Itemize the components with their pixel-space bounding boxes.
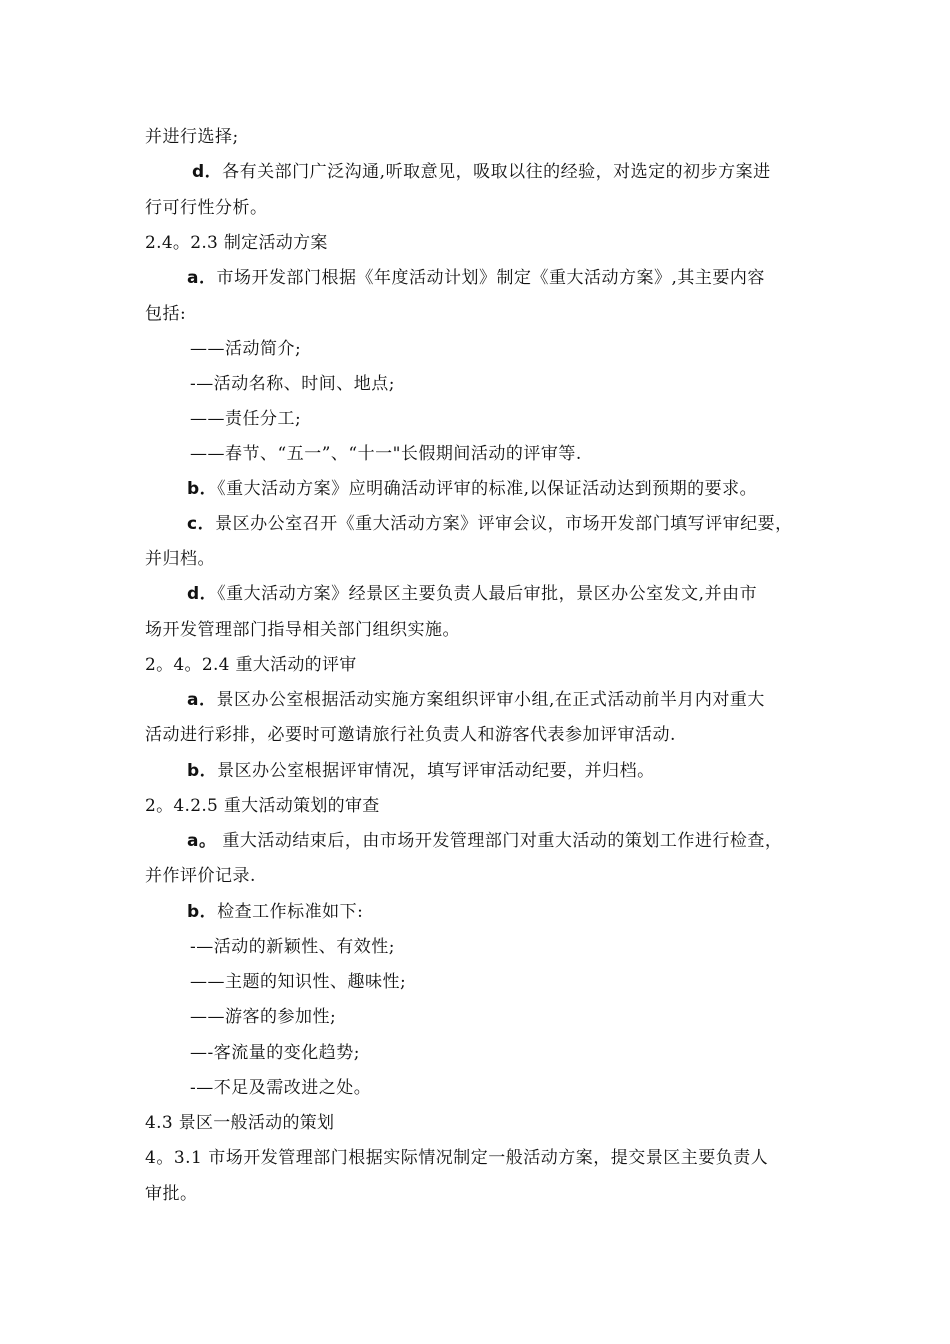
list-label: a．	[187, 268, 217, 288]
line-text: 行可行性分析。	[145, 198, 268, 218]
section-heading-4-3-1	[145, 1146, 768, 1170]
list-label: b．	[187, 902, 218, 922]
line-text: 《重大活动方案》经景区主要负责人最后审批，景区办公室发文,并由市	[217, 584, 758, 604]
list-label: c．	[187, 514, 216, 534]
list-label: a。	[187, 831, 217, 851]
list-label: a．	[187, 690, 217, 710]
heading-text: 2.4。2.3 制定活动方案	[145, 233, 328, 253]
line-text: —-客流量的变化趋势;	[190, 1043, 360, 1063]
paragraph-line	[145, 547, 215, 571]
list-label: b．	[187, 479, 218, 499]
line-text: 市场开发部门根据《年度活动计划》制定《重大活动方案》,其主要内容	[216, 268, 765, 288]
dash-item	[190, 372, 395, 396]
heading-text: 2。4。2.4 重大活动的评审	[145, 655, 357, 675]
paragraph-line	[145, 125, 239, 149]
list-item-b	[187, 900, 363, 924]
dash-item	[190, 970, 406, 994]
dash-item	[190, 1041, 360, 1065]
heading-text: 2。4.2.5 重大活动策划的审查	[145, 796, 380, 816]
line-text: 各有关部门广泛沟通,听取意见，吸取以往的经验，对选定的初步方案进	[222, 162, 771, 182]
line-text: 景区办公室根据活动实施方案组织评审小组,在正式活动前半月内对重大	[216, 690, 765, 710]
line-text: 场开发管理部门指导相关部门组织实施。	[145, 620, 460, 640]
dash-item	[190, 1076, 371, 1100]
paragraph-line	[145, 723, 676, 747]
list-label: b．	[187, 761, 218, 781]
list-label: d．	[187, 584, 218, 604]
dash-item	[190, 1005, 336, 1029]
list-item-d	[187, 582, 757, 606]
dash-item	[190, 442, 582, 466]
line-text: 景区办公室召开《重大活动方案》评审会议，市场开发部门填写评审纪要，	[215, 514, 793, 534]
list-item-a	[187, 266, 765, 290]
list-item-b	[187, 477, 757, 501]
dash-item	[190, 935, 395, 959]
line-text: ——责任分工;	[190, 409, 302, 429]
heading-text: 4.3 景区一般活动的策划	[145, 1113, 335, 1133]
dash-item	[190, 407, 301, 431]
line-text: 4。3.1 市场开发管理部门根据实际情况制定一般活动方案，提交景区主要负责人	[145, 1148, 769, 1168]
line-text: -—活动名称、时间、地点;	[190, 374, 395, 394]
line-text: ——活动简介;	[190, 339, 302, 359]
line-text: 景区办公室根据评审情况，填写评审活动纪要，并归档。	[217, 761, 655, 781]
paragraph-line	[145, 864, 256, 888]
line-text: ——春节、“五一”、“十一"长假期间活动的评审等.	[190, 444, 582, 464]
line-text: ——主题的知识性、趣味性;	[190, 972, 407, 992]
line-text: 重大活动结束后，由市场开发管理部门对重大活动的策划工作进行检查，	[216, 831, 783, 851]
line-text: -—活动的新颖性、有效性;	[190, 937, 395, 957]
line-text: 并作评价记录.	[145, 866, 256, 886]
paragraph-line	[145, 1182, 198, 1206]
section-heading-2-4-2-5	[145, 794, 380, 818]
list-item-d	[192, 160, 771, 184]
list-item-a	[187, 688, 765, 712]
list-item-c	[187, 512, 793, 536]
section-heading-2-4-2-4	[145, 653, 357, 677]
line-text: 并归档。	[145, 549, 215, 569]
line-text: 包括:	[145, 304, 187, 324]
dash-item	[190, 337, 301, 361]
paragraph-line	[145, 196, 268, 220]
line-text: 审批。	[145, 1184, 198, 1204]
list-item-b	[187, 759, 655, 783]
paragraph-line	[145, 302, 186, 326]
line-text: ——游客的参加性;	[190, 1007, 337, 1027]
section-heading-2-4-2-3	[145, 231, 328, 255]
line-text: 并进行选择;	[145, 127, 239, 147]
list-item-a	[187, 829, 782, 853]
line-text: 检查工作标准如下:	[217, 902, 364, 922]
line-text: -—不足及需改进之处。	[190, 1078, 372, 1098]
section-heading-4-3	[145, 1111, 334, 1135]
paragraph-line	[145, 618, 460, 642]
line-text: 《重大活动方案》应明确活动评审的标准,以保证活动达到预期的要求。	[217, 479, 758, 499]
line-text: 活动进行彩排，必要时可邀请旅行社负责人和游客代表参加评审活动.	[145, 725, 676, 745]
list-label: d．	[192, 162, 223, 182]
